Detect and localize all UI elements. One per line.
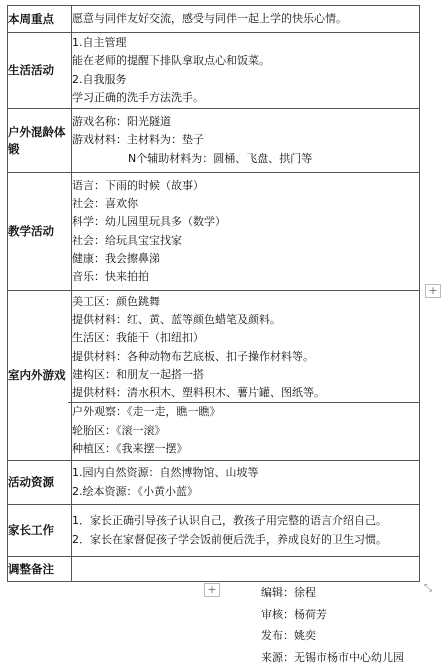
add-row-handle[interactable]: + [204, 583, 220, 597]
content-line: 2.自我服务 [72, 72, 127, 86]
weekly-plan-table [7, 5, 420, 582]
table-row [8, 173, 420, 291]
content-line: 建构区：和朋友一起搭一搭 [72, 367, 204, 381]
table-row [8, 461, 420, 505]
row-label: 家长工作 [8, 505, 72, 557]
table-row [8, 6, 420, 33]
content-line: N个辅助材料为：圆桶、飞盘、拱门等 [128, 151, 313, 165]
content-line: 语言：下雨的时候（故事） [72, 178, 204, 192]
add-column-handle[interactable]: + [425, 284, 441, 298]
content-line: 轮胎区：《滚一滚》 [72, 423, 166, 437]
content-line: 提供材料：各种动物布艺底板、扣子操作材料等。 [72, 349, 314, 363]
content-line: 游戏名称：阳光隧道 [72, 115, 171, 129]
row-content [72, 461, 420, 505]
content-line: 健康：我会擦鼻涕 [72, 251, 160, 265]
content-line: 学习正确的洗手方法洗手。 [72, 90, 204, 104]
content-line: 音乐：快来拍拍 [72, 270, 149, 284]
content-line: 愿意与同伴友好交流，感受与同伴一起上学的快乐心情。 [72, 11, 347, 25]
content-line: 社会：给玩具宝宝找家 [72, 233, 182, 247]
content-line: 种植区：《我来摆一摆》 [72, 442, 188, 456]
publisher-credit: 发布：姚奕 [261, 629, 316, 642]
row-content [72, 557, 420, 582]
content-line: 2．家长在家督促孩子学会饭前便后洗手，养成良好的卫生习惯。 [72, 532, 387, 546]
reviewer-credit: 审核：杨荷芳 [261, 607, 327, 621]
editor-credit: 编辑：徐程 [261, 586, 316, 599]
row-content [72, 109, 420, 173]
content-line: 2.绘本资源：《小黄小蓝》 [72, 484, 198, 498]
row-content [72, 33, 420, 109]
table-row [8, 291, 420, 461]
content-line: 美工区：颜色跳舞 [72, 294, 160, 308]
table-row [8, 505, 420, 557]
outdoor-games-block [68, 402, 419, 458]
content-line: 游戏材料：主材料为：垫子 [72, 133, 204, 147]
content-line: 提供材料：红、黄、蓝等颜色蜡笔及颜料。 [72, 312, 281, 326]
credits-block [261, 582, 404, 668]
content-line: 1．家长正确引导孩子认识自己，教孩子用完整的语言介绍自己。 [72, 514, 387, 528]
content-line: 社会：喜欢你 [72, 196, 138, 210]
content-line: 科学：幼儿园里玩具多（数学） [72, 215, 226, 229]
row-label: 本周重点 [8, 6, 72, 33]
content-line: 提供材料：清水积木、塑料积木、薯片罐、图纸等。 [72, 386, 325, 400]
content-line: 1.自主管理 [72, 35, 127, 49]
row-label: 活动资源 [8, 461, 72, 505]
row-content [72, 6, 420, 33]
table-resize-icon[interactable]: ⤡ [424, 583, 432, 594]
row-label: 室内外游戏 [8, 291, 72, 461]
row-label: 生活活动 [8, 33, 72, 109]
table-row [8, 109, 420, 173]
row-label: 教学活动 [8, 173, 72, 291]
row-content [72, 173, 420, 291]
table-row [8, 557, 420, 582]
row-content [72, 505, 420, 557]
table-row [8, 33, 420, 109]
source-credit: 来源：无锡市杨市中心幼儿园 [261, 650, 404, 664]
row-content [72, 291, 420, 461]
content-line: 能在老师的提醒下排队拿取点心和饭菜。 [72, 54, 270, 68]
content-line: 生活区：我能干（扣纽扣） [72, 331, 204, 345]
row-label: 调整备注 [8, 557, 72, 582]
row-label: 户外混龄体锻 [8, 109, 72, 173]
content-line: 户外观察：《走一走，瞧一瞧》 [72, 405, 221, 419]
content-line: 1.园内自然资源：自然博物馆、山坡等 [72, 466, 259, 480]
